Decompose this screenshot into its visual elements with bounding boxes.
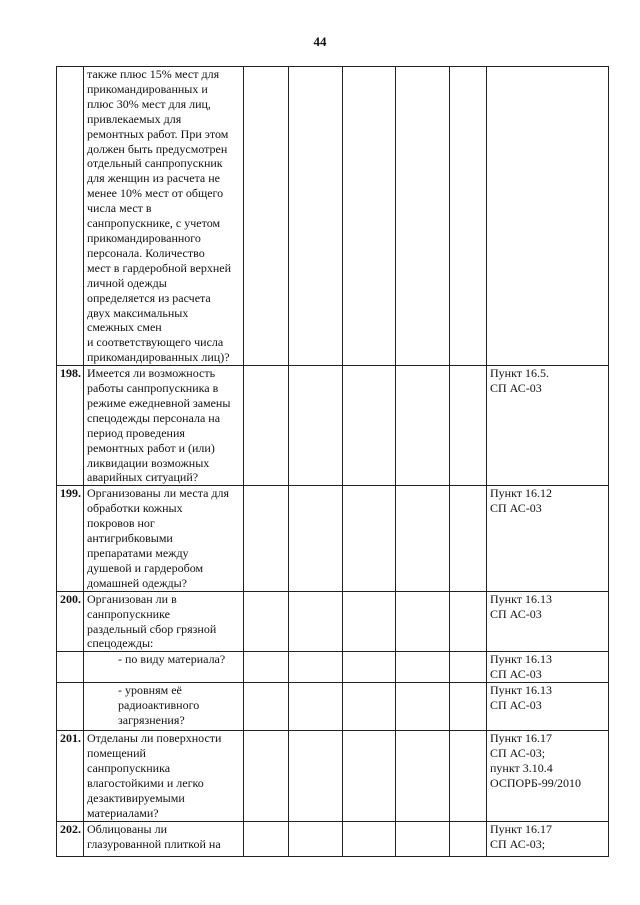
question-line: душевой и гардеробом (87, 560, 204, 575)
answer-yes-cell (244, 821, 289, 856)
question-line: спецодежды: (87, 636, 154, 651)
notes-cell (396, 652, 450, 683)
question-line: личной одежды (87, 275, 167, 290)
notes-cell (396, 591, 450, 652)
not-applicable-cell (343, 591, 396, 652)
notes-cell (396, 366, 450, 486)
question-line: прикомандированных лиц)? (87, 350, 230, 365)
answer-no-cell (289, 683, 343, 731)
extra-cell (450, 591, 487, 652)
notes-cell (396, 486, 450, 591)
question-line: ремонтных работ и (или) (87, 440, 215, 455)
question-line: отдельный санпропускник (87, 156, 223, 171)
not-applicable-cell (343, 486, 396, 591)
item-number (57, 652, 84, 683)
notes-cell (396, 731, 450, 821)
question-line: режиме ежедневной замены (87, 395, 231, 410)
reference-line: Пункт 16.13 (490, 652, 553, 667)
reference-line: СП АС-03 (490, 698, 542, 713)
question-line: - уровням её (118, 683, 182, 698)
answer-yes-cell (244, 486, 289, 591)
question-cell (84, 366, 244, 486)
question-line: спецодежды персонала на (87, 410, 221, 425)
question-line: персонала. Количество (87, 245, 205, 260)
answer-yes-cell (244, 731, 289, 821)
answer-yes-cell (244, 652, 289, 683)
question-line: Отделаны ли поверхности (87, 731, 222, 746)
question-line: домашней одежды? (87, 575, 187, 590)
not-applicable-cell (343, 366, 396, 486)
item-number: 198. (57, 366, 84, 486)
question-line: загрязнения? (118, 713, 185, 728)
question-line: аварийных ситуаций? (87, 470, 199, 485)
item-number: 202. (57, 821, 84, 856)
question-line: влагостойкими и легко (87, 776, 204, 791)
question-cell (84, 486, 244, 591)
question-cell (84, 683, 244, 731)
question-line: мест в гардеробной верхней (87, 260, 232, 275)
table-row (57, 652, 609, 683)
reference-line: СП АС-03 (490, 667, 542, 682)
question-line: должен быть предусмотрен (87, 141, 228, 156)
question-line: ликвидации возможных (87, 455, 210, 470)
answer-yes-cell (244, 67, 289, 366)
checklist-table (56, 66, 609, 857)
item-number (57, 67, 84, 366)
reference-cell (487, 683, 609, 731)
reference-line: Пункт 16.17 (490, 821, 553, 836)
reference-cell (487, 731, 609, 821)
question-line: глазурованной плиткой на (87, 836, 221, 851)
extra-cell (450, 652, 487, 683)
not-applicable-cell (343, 731, 396, 821)
notes-cell (396, 821, 450, 856)
question-line: - по виду материала? (118, 652, 226, 667)
extra-cell (450, 366, 487, 486)
answer-yes-cell (244, 366, 289, 486)
reference-line: Пункт 16.13 (490, 591, 553, 606)
answer-yes-cell (244, 591, 289, 652)
answer-no-cell (289, 366, 343, 486)
not-applicable-cell (343, 652, 396, 683)
not-applicable-cell (343, 683, 396, 731)
question-line: Имеется ли возможность (87, 366, 216, 381)
reference-line: Пункт 16.5. (490, 366, 550, 381)
page-number: 44 (313, 34, 327, 49)
reference-line: Пункт 16.12 (490, 486, 553, 501)
question-line: Организован ли в (87, 591, 177, 606)
item-number: 199. (57, 486, 84, 591)
question-line: санпропускнике, с учетом (87, 216, 221, 231)
table-row (57, 366, 609, 486)
table-row (57, 731, 609, 821)
notes-cell (396, 67, 450, 366)
question-line: Организованы ли места для (87, 486, 230, 501)
extra-cell (450, 731, 487, 821)
answer-yes-cell (244, 683, 289, 731)
not-applicable-cell (343, 821, 396, 856)
reference-line: СП АС-03; (490, 836, 546, 851)
answer-no-cell (289, 591, 343, 652)
question-cell (84, 731, 244, 821)
question-line: двух максимальных (87, 305, 189, 320)
table-row (57, 683, 609, 731)
reference-line: СП АС-03 (490, 381, 542, 396)
extra-cell (450, 67, 487, 366)
reference-line: Пункт 16.17 (490, 731, 553, 746)
question-line: также плюс 15% мест для (87, 67, 220, 81)
reference-line: Пункт 16.13 (490, 683, 553, 698)
table-row (57, 486, 609, 591)
table-row (57, 591, 609, 652)
question-line: помещений (87, 746, 146, 761)
question-line: покровов ног (87, 516, 155, 531)
reference-cell (487, 366, 609, 486)
question-line: антигрибковыми (87, 531, 173, 546)
question-line: менее 10% мест от общего (87, 186, 224, 201)
question-line: прикомандированного (87, 230, 201, 245)
question-line: ремонтных работ. При этом (87, 126, 229, 141)
item-number: 200. (57, 591, 84, 652)
extra-cell (450, 821, 487, 856)
reference-cell (487, 486, 609, 591)
reference-line: СП АС-03 (490, 606, 542, 621)
question-line: привлекаемых для (87, 111, 182, 126)
item-number (57, 683, 84, 731)
extra-cell (450, 683, 487, 731)
question-line: санпропускника (87, 761, 171, 776)
item-number: 201. (57, 731, 84, 821)
reference-line: ОСПОРБ-99/2010 (490, 776, 582, 791)
question-line: санпропускнике (87, 606, 170, 621)
answer-no-cell (289, 67, 343, 366)
not-applicable-cell (343, 67, 396, 366)
extra-cell (450, 486, 487, 591)
reference-line: СП АС-03; (490, 746, 546, 761)
question-line: смежных смен (87, 320, 162, 335)
question-line: для женщин из расчета не (87, 171, 220, 186)
question-cell (84, 652, 244, 683)
answer-no-cell (289, 652, 343, 683)
answer-no-cell (289, 486, 343, 591)
question-line: прикомандированных и (87, 81, 208, 96)
table-row (57, 67, 609, 366)
notes-cell (396, 683, 450, 731)
question-line: плюс 30% мест для лиц, (87, 96, 211, 111)
question-line: работы санпропускника в (87, 381, 219, 396)
question-line: дезактивируемыми (87, 790, 185, 805)
question-cell (84, 67, 244, 366)
question-line: препаратами между (87, 546, 189, 560)
reference-cell (487, 67, 609, 366)
question-cell (84, 821, 244, 856)
reference-cell (487, 591, 609, 652)
question-line: и соответствующего числа (87, 335, 224, 350)
question-line: раздельный сбор грязной (87, 621, 217, 636)
question-line: Облицованы ли (87, 821, 168, 836)
answer-no-cell (289, 821, 343, 856)
question-line: числа мест в (87, 201, 152, 216)
reference-line: СП АС-03 (490, 501, 542, 516)
reference-cell (487, 652, 609, 683)
answer-no-cell (289, 731, 343, 821)
question-line: определяется из расчета (87, 290, 211, 305)
reference-cell (487, 821, 609, 856)
question-line: радиоактивного (118, 698, 200, 713)
question-cell (84, 591, 244, 652)
question-line: период проведения (87, 425, 185, 440)
table-row (57, 821, 609, 856)
question-line: материалами? (87, 805, 159, 820)
question-line: обработки кожных (87, 501, 183, 516)
reference-line: пункт 3.10.4 (490, 761, 553, 776)
